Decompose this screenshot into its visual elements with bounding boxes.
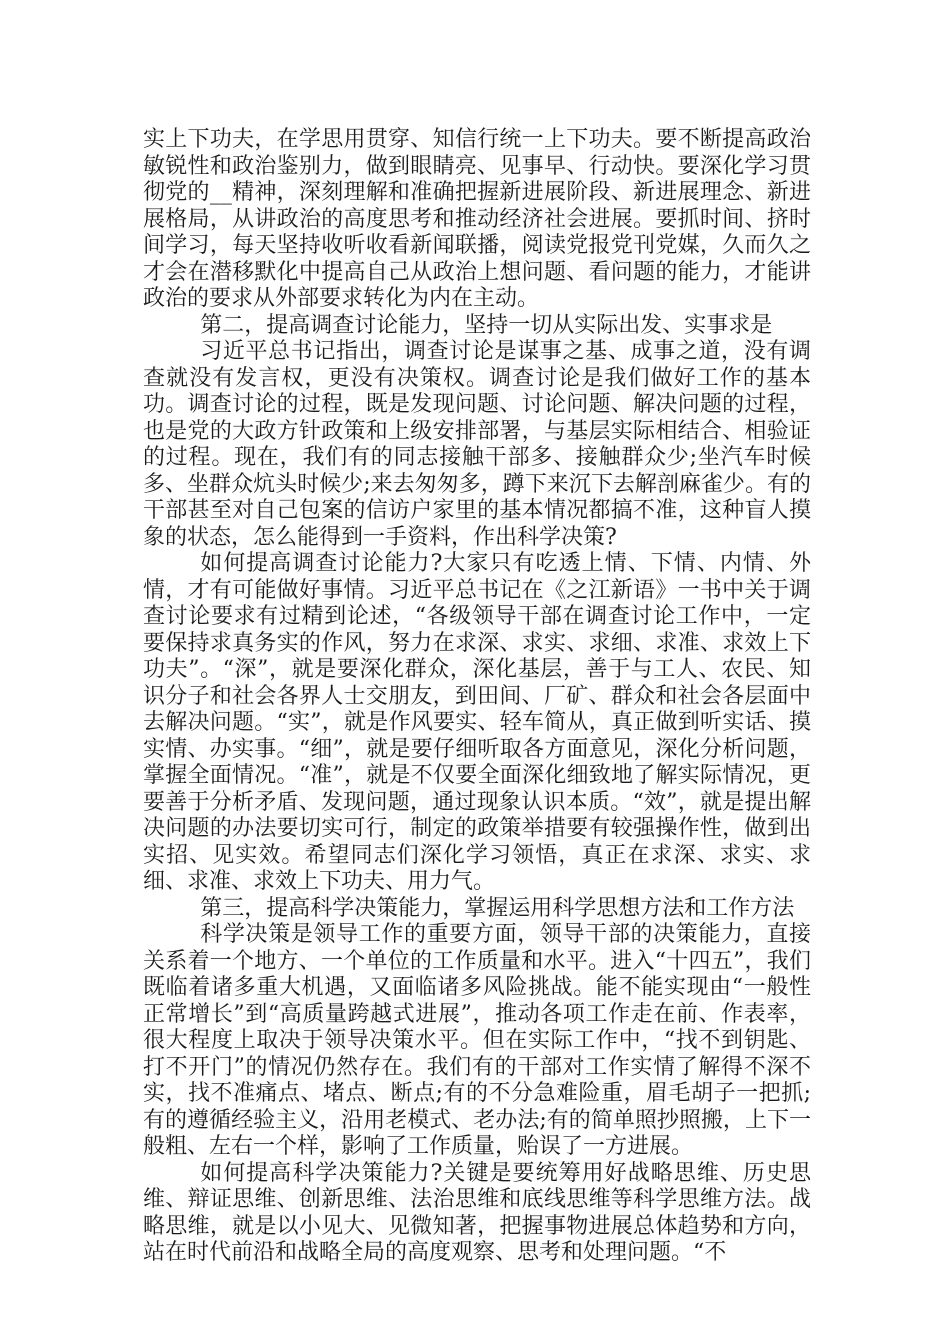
paragraph-4: 如何提高调查讨论能力?大家只有吃透上情、下情、内情、外情，才有可能做好事情。习近平总书记在《之江新语》一书中关于调查讨论要求有过精到论述，“各级领导干部在调查讨论工作中，一定要保持求真务实的作风，努力在求深、求实、求细、求准、求效上下功夫”。“深”，就是要深化群众，深化基层，善于与工人、农民、知识分子和社会各界人士交朋友，到田间、厂矿、群众和社会各层面中去解决问题。“实”，就是作风要实、轻车简从，真正做到听实话、摸实情、办实事。“细”，就是要仔细听取各方面意见，深化分析问题，掌握全面情况。“准”，就是不仅要全面深化细致地了解实际情况，更要善于分析矛盾、发现问题，通过现象认识本质。“效”，就是提出解决问题的办法要切实可行，制定的政策举措要有较强操作性，做到出实招、见实效。希望同志们深化学习领悟，真正在求深、求实、求细、求准、求效上下功夫、用力气。 <box>143 551 811 894</box>
paragraph-1: 实上下功夫，在学思用贯穿、知信行统一上下功夫。要不断提高政治敏锐性和政治鉴别力，做到眼睛亮、见事早、行动快。要深化学习贯彻党的__精神，深刻理解和准确把握新进展阶段、新进展理念、新进展格局，从讲政治的高度思考和推动经济社会进展。要抓时间、挤时间学习，每天坚持收听收看新闻联播，阅读党报党刊党媒，久而久之才会在潜移默化中提高自己从政治上想问题、看问题的能力，才能讲政治的要求从外部要求转化为内在主动。 <box>143 127 811 311</box>
section-heading-2: 第二，提高调查讨论能力，坚持一切从实际出发、实事求是 <box>200 312 773 338</box>
paragraph-3: 习近平总书记指出，调查讨论是谋事之基、成事之道，没有调查就没有发言权，更没有决策权。调查讨论是我们做好工作的基本功。调查讨论的过程，既是发现问题、讨论问题、解决问题的过程，也是党的大政方针政策和上级安排部署，与基层实际相结合、相验证的过程。现在，我们有的同志接触干部多、接触群众少;坐汽车时候多、坐群众炕头时候少;来去匆匆多，蹲下来沉下去解剖麻雀少。有的干部甚至对自己包案的信访户家里的基本情况都搞不准，这种盲人摸象的状态，怎么能得到一手资料，作出科学决策? <box>143 339 811 550</box>
document-page <box>143 127 811 1267</box>
paragraph-7: 如何提高科学决策能力?关键是要统筹用好战略思维、历史思维、辩证思维、创新思维、法治思维和底线思维等科学思维方法。战略思维，就是以小见大、见微知著，把握事物进展总体趋势和方向，站在时代前沿和战略全局的高度观察、思考和处理问题。“不 <box>143 1160 811 1265</box>
paragraph-6: 科学决策是领导工作的重要方面，领导干部的决策能力，直接关系着一个地方、一个单位的工作质量和水平。进入“十四五”，我们既临着诸多重大机遇，又面临诸多风险挑战。能不能实现由“一般性正常增长”到“高质量跨越式进展”，推动各项工作走在前、作表率，很大程度上取决于领导决策水平。但在实际工作中，“找不到钥匙、打不开门”的情况仍然存在。我们有的干部对工作实情了解得不深不实，找不准痛点、堵点、断点;有的不分急难险重，眉毛胡子一把抓;有的遵循经验主义，沿用老模式、老办法;有的简单照抄照搬，上下一般粗、左右一个样，影响了工作质量，贻误了一方进展。 <box>143 922 811 1159</box>
section-heading-5: 第三，提高科学决策能力，掌握运用科学思想方法和工作方法 <box>200 895 795 921</box>
